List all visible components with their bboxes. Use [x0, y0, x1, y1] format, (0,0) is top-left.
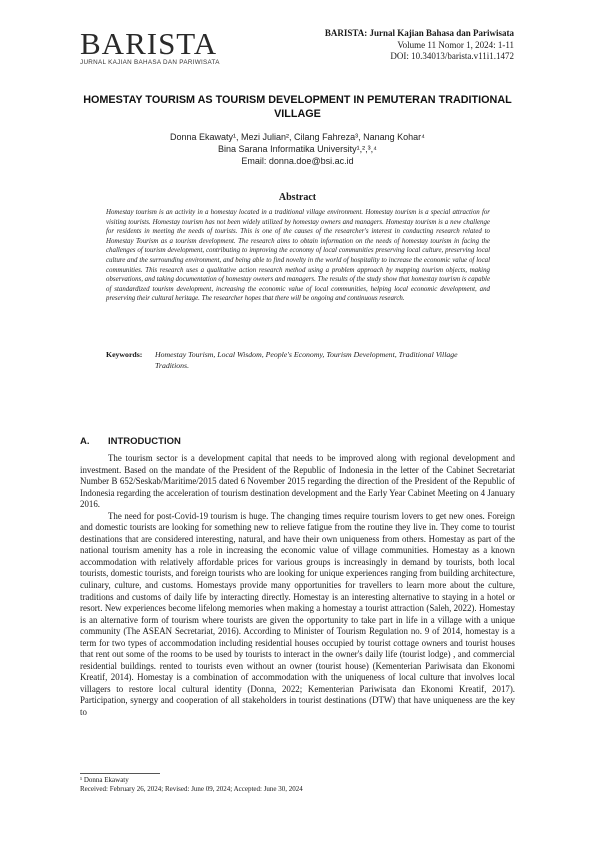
- journal-meta: [325, 28, 514, 63]
- body-paragraph: The need for post-Covid-19 tourism is huge. The changing times require tourism lovers to get new ones. Foreign and domestic tourists are looking for something new to relieve fatigue from the routine they live in. They come to tourist destinations that are considered interesting, natural, and have their own uniqueness from others. Homestay as part of the national tourism amenity has a role in increasing the economic value of village communities. Homestay as a known accommodation with relatively affordable prices for various groups is increasingly in demand by tourists, both local tourists, domestic tourists, and foreign tourists who are looking for unique experiences ranging from building architecture, culinary, culture, and customs. Homestays provide many opportunities for travellers to learn more about the culture, traditions and customs of daily life by interacting directly. Homestay is an interesting alternative to staying in a hotel or resort. New experiences become lifelong memories when making a homestay a tourist attraction (Saleh, 2022). Homestay is an alternative form of tourism where tourists are given the opportunity to take part in life in a village with a unique community (The ASEAN Secretariat, 2016). According to Minister of Tourism Regulation no. 9 of 2014, homestay is a term for two types of accommodation including residential houses occupied by tourist cottage owners and tourist houses that rent out some of the rooms to be used by tourists to interact in the owner's daily life (tourist lodge) , and commercial residential buildings. rented to tourists even without an owner (tourist house) (Kementerian Pariwisata dan Ekonomi Kreatif, 2014). Homestay is a combination of accommodation with the uniqueness of local culture that involves local villagers to restore local cultural identity (Donna, 2022; Kementerian Pariwisata dan Ekonomi Kreatif, 2017). Participation, synergy and cooperation of all stakeholders in tourist destinations (DTW) that have uniqueness are the key to: [80, 510, 515, 718]
- logo-subtitle: JURNAL KAJIAN BAHASA DAN PARIWISATA: [80, 59, 220, 66]
- keywords: [106, 350, 490, 371]
- section-heading: [80, 436, 181, 447]
- footnote: ¹ Donna Ekawaty: [80, 776, 129, 784]
- abstract-heading: Abstract: [278, 192, 317, 203]
- keywords-text: Homestay Tourism, Local Wisdom, People's Economy, Tourism Development, Traditional Village Traditions.: [155, 350, 458, 370]
- footnote-divider: [80, 773, 160, 774]
- journal-volume: Volume 11 Nomor 1, 2024: 1-11: [397, 39, 514, 50]
- keywords-label: Keywords:: [106, 350, 143, 359]
- journal-logo: [80, 28, 280, 66]
- body-paragraph: The tourism sector is a development capital that needs to be improved along with regional development and investment. Based on the mandate of the President of the Republic of Indonesia in the letter of the Cabinet Secretariat Number B 652/Seskab/Maritime/2015 dated 6 November 2015 regarding the direction of the President of the Republic of Indonesia regarding the acceleration of tourism destination development and the Early Year Cabinet Meeting on 4 January 2016.: [80, 453, 515, 510]
- section-number: A.: [80, 436, 90, 447]
- journal-name: BARISTA: Jurnal Kajian Bahasa dan Pariwisata: [324, 28, 514, 38]
- logo-text: BARISTA: [80, 26, 218, 61]
- abstract-text: Homestay tourism is an activity in a homestay located in a traditional village environment. Homestay tourism is a special attraction for visiting tourists. Homestay tourism has not been widely utilized by homestay owners and managers. Homestay tourism is a new challenge for residents in meeting the needs of tourists. This is one of the causes of the researcher's interest in conducting research related to Homestay Tourism as a tourism development. The research aims to obtain information on the needs of homestay tourism in facing the challenges of tourism development, contributing to improving the economy of local communities preserving local culture, preserving local culture and the surrounding environment, and being able to find novelty in the world of hospitality to increase the economic value of local communities. This research uses a qualitative action research method using a problem approach by mapping tourism objects, making observations, and taking documentation of homestay owners and managers. The results of the study show that homestay tourism is capable of standardized tourism development, increasing the economic value of local communities, helping local economic development, and preserving their cultural heritage. The researcher hopes that there will be ongoing and continuous research.: [106, 209, 490, 303]
- journal-doi: DOI: 10.34013/barista.v11i1.1472: [390, 51, 514, 61]
- received-dates: Received: February 26, 2024; Revised: June 09, 2024; Accepted: June 30, 2024: [80, 785, 303, 793]
- section-body: [80, 453, 515, 719]
- author-block: [80, 131, 515, 167]
- section-title: INTRODUCTION: [108, 436, 181, 447]
- author-affiliation: Bina Sarana Informatika University¹,²,³,⁴: [218, 144, 377, 154]
- author-email: Email: donna.doe@bsi.ac.id: [241, 156, 354, 166]
- author-names: Donna Ekawaty¹, Mezi Julian², Cilang Fahreza³, Nanang Kohar⁴: [170, 132, 425, 142]
- paper-title: HOMESTAY TOURISM AS TOURISM DEVELOPMENT IN PEMUTERAN TRADITIONAL VILLAGE: [83, 94, 512, 120]
